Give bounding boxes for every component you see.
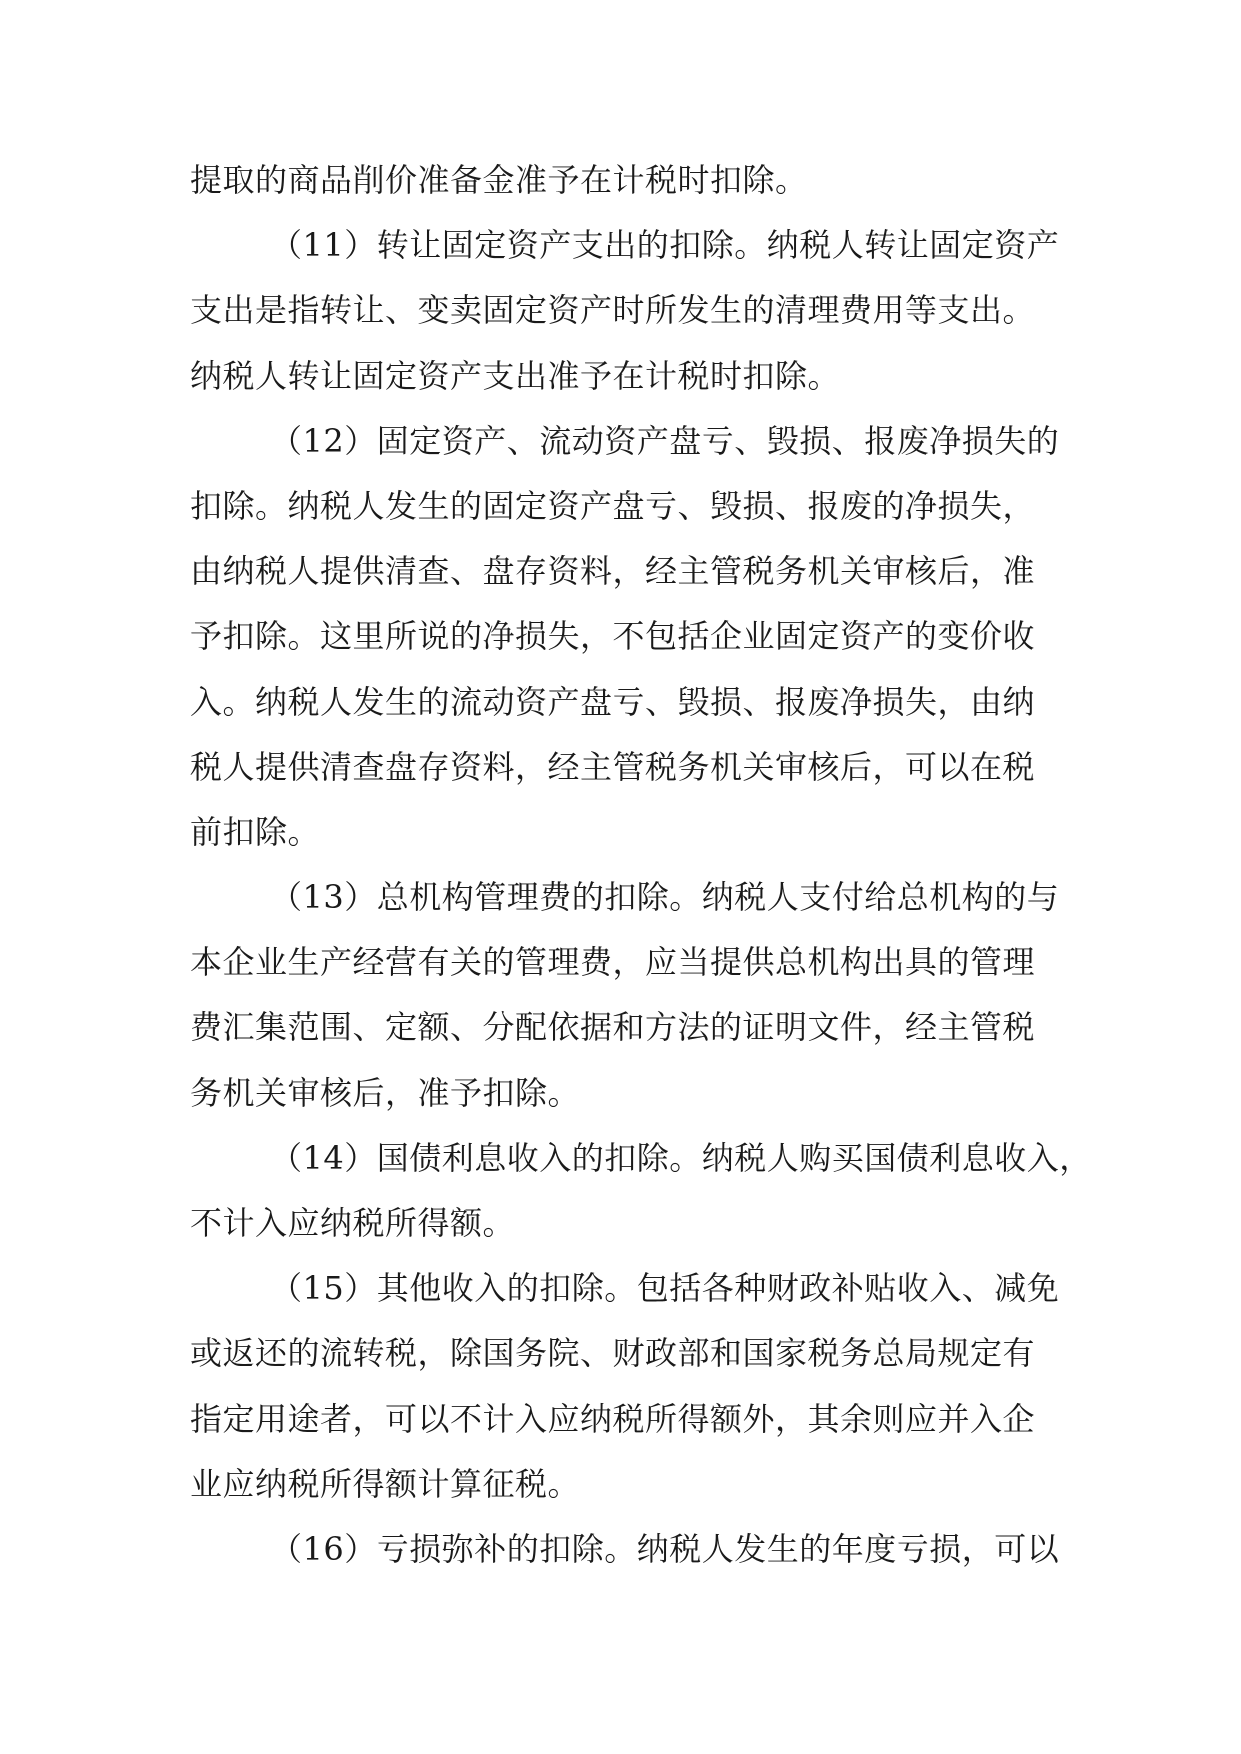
text-line: 前扣除。 xyxy=(190,812,321,851)
paragraph xyxy=(190,148,1050,213)
text-line: 提取的商品削价准备金准予在计税时扣除。 xyxy=(190,161,808,199)
paragraph-item-16 xyxy=(190,1517,1060,1582)
text-line: 纳税人转让固定资产支出准予在计税时扣除。 xyxy=(190,356,841,395)
text-line: 业应纳税所得额计算征税。 xyxy=(190,1464,581,1503)
text-line: 指定用途者，可以不计入应纳税所得额外，其余则应并入企 xyxy=(190,1399,1036,1438)
text-line: （15）其他收入的扣除。包括各种财政补贴收入、减免 xyxy=(270,1269,1060,1308)
text-line: （14）国债利息收入的扣除。纳税人购买国债利息收入， xyxy=(270,1138,1092,1177)
text-line: 本企业生产经营有关的管理费，应当提供总机构出具的管理 xyxy=(190,943,1036,982)
text-line: 由纳税人提供清查、盘存资料，经主管税务机关审核后，准 xyxy=(190,552,1036,591)
text-line: 或返还的流转税，除国务院、财政部和国家税务总局规定有 xyxy=(190,1334,1036,1373)
paragraph-item-15 xyxy=(190,1256,1060,1517)
text-line: 费汇集范围、定额、分配依据和方法的证明文件，经主管税 xyxy=(190,1008,1036,1047)
text-line: 予扣除。这里所说的净损失，不包括企业固定资产的变价收 xyxy=(190,617,1036,656)
text-line: 务机关审核后，准予扣除。 xyxy=(190,1073,581,1112)
paragraph-item-12 xyxy=(190,409,1060,865)
text-line: （11）转让固定资产支出的扣除。纳税人转让固定资产 xyxy=(270,226,1060,265)
paragraph-item-13 xyxy=(190,865,1060,1126)
text-line: 支出是指转让、变卖固定资产时所发生的清理费用等支出。 xyxy=(190,291,1036,330)
text-line: （13）总机构管理费的扣除。纳税人支付给总机构的与 xyxy=(270,878,1060,917)
text-line: 扣除。纳税人发生的固定资产盘亏、毁损、报废的净损失， xyxy=(190,486,1036,525)
text-line: （16）亏损弥补的扣除。纳税人发生的年度亏损，可以 xyxy=(270,1529,1060,1568)
document-body xyxy=(190,148,1092,1582)
text-line: 税人提供清查盘存资料，经主管税务机关审核后，可以在税 xyxy=(190,747,1036,786)
text-line: （12）固定资产、流动资产盘亏、毁损、报废净损失的 xyxy=(270,421,1060,460)
text-line: 入。纳税人发生的流动资产盘亏、毁损、报废净损失，由纳 xyxy=(190,682,1036,721)
paragraph-item-14 xyxy=(190,1126,1092,1256)
text-line: 不计入应纳税所得额。 xyxy=(190,1204,516,1242)
paragraph-item-11 xyxy=(190,213,1060,409)
